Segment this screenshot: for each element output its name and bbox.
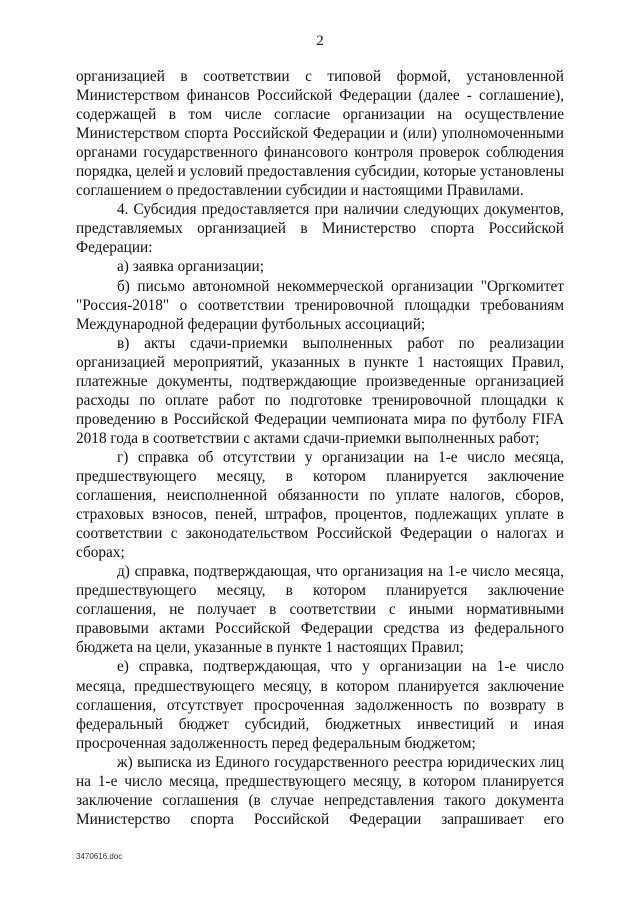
paragraph-item-v: в) акты сдачи-приемки выполненных работ по реализации организацией мероприятий, указанных в пункте 1 настоящих Правил, платежные документы, подтверждающие произведенные организацией расходы по оплате работ по подготовке тренировочной площадки к проведению в Российской Федерации чемпионата мира по футболу FIFA 2018 года в соответствии с актами сдачи-приемки выполненных работ; [76, 334, 564, 447]
paragraph-item-d: д) справка, подтверждающая, что организация на 1-е число месяца, предшествующего месяцу, в котором планируется заключение соглашения, не получает в соответствии с иными нормативными правовыми актами Российской Федерации средства из федерального бюджета на цели, указанные в пункте 1 настоящих Правил; [76, 563, 564, 657]
page-number: 2 [316, 33, 324, 49]
paragraph-item-4: 4. Субсидия предоставляется при наличии следующих документов, представляемых организацией в Министерство спорта Российской Федерации: [76, 201, 564, 257]
document-body [76, 67, 564, 829]
paragraph-item-a: а) заявка организации; [117, 258, 264, 276]
paragraph-item-g: г) справка об отсутствии у организации на 1-е число месяца, предшествующего месяцу, в котором планируется заключение соглашения, неисполненной обязанности по уплате налогов, сборов, страховых взносов, пеней, штрафов, процентов, подлежащих уплате в соответствии с законодательством Российской Федерации о налогах и сборах; [76, 448, 564, 562]
paragraph-continuation: организацией в соответствии с типовой формой, установленной Министерством финансов Российской Федерации (далее - соглашение), содержащей в том числе согласие организации на осуществление Министерством спорта Российской Федерации и (или) уполномоченными органами государственного финансового контроля проверок соблюдения порядка, целей и условий предоставления субсидии, которые установлены соглашением о предоставлении субсидии и настоящими Правилами. [76, 68, 564, 200]
paragraph-item-b: б) письмо автономной некоммерческой организации "Оргкомитет "Россия-2018" о соответствии тренировочной площадки требованиям Международной федерации футбольных ассоциаций; [76, 277, 564, 333]
paragraph-item-zh: ж) выписка из Единого государственного реестра юридических лиц на 1-е число месяца, предшествующего месяцу, в котором планируется заключение соглашения (в случае непредставления такого документа Министерство спорта Российской Федерации запрашивает его [76, 753, 564, 828]
footer-filename: 3470616.doc [76, 852, 123, 861]
paragraph-item-e: е) справка, подтверждающая, что у организации на 1-е число месяца, предшествующего месяцу, в котором планируется заключение соглашения, отсутствует просроченная задолженность по возврату в федеральный бюджет субсидий, бюджетных инвестиций и иная просроченная задолженность перед федеральным бюджетом; [76, 658, 564, 752]
